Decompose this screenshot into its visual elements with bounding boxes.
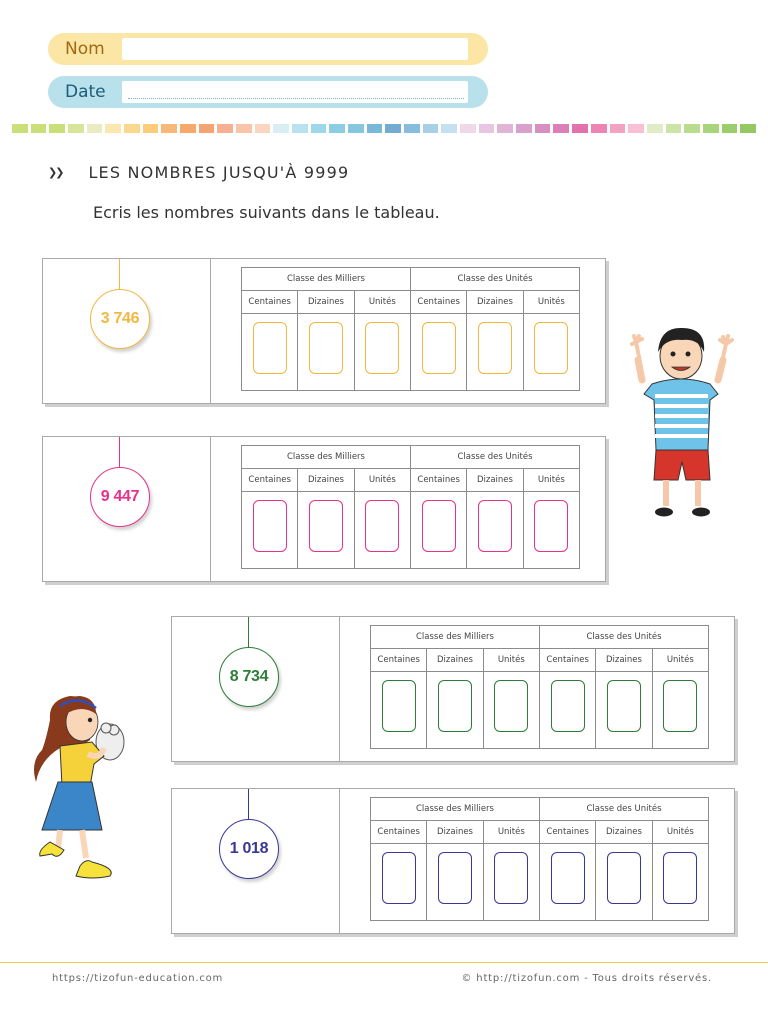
column-header: Unités (666, 827, 694, 837)
place-value-table (241, 267, 580, 391)
column-header: Centaines (540, 649, 596, 671)
answer-cell (484, 672, 540, 748)
answer-cell (298, 314, 354, 390)
strip-segment (404, 124, 420, 133)
class-thousands-header: Classe des Milliers (371, 798, 540, 820)
number-value: 3 746 (100, 310, 140, 327)
answer-cell (596, 672, 652, 748)
column-header: Centaines (371, 821, 427, 843)
table-class-row (371, 626, 708, 649)
number-badge (90, 467, 150, 527)
column-header: Unités (484, 649, 540, 671)
strip-segment (385, 124, 401, 133)
answer-cell (298, 492, 354, 568)
answer-cell (596, 844, 652, 920)
table-answer-row (371, 844, 708, 920)
strip-segment (684, 124, 700, 133)
answer-cell (524, 492, 579, 568)
digit-answer-box[interactable] (422, 322, 456, 374)
class-units-header: Classe des Unités (586, 804, 662, 814)
section-heading (48, 163, 349, 182)
number-value: 8 734 (229, 668, 269, 685)
hanging-string (248, 617, 249, 647)
strip-segment (217, 124, 233, 133)
exercise-card-4 (171, 788, 735, 934)
footer-line (0, 962, 768, 963)
digit-answer-box[interactable] (494, 680, 528, 732)
strip-segment (572, 124, 588, 133)
table-column-row (371, 649, 708, 672)
exercise-card-2 (42, 436, 606, 582)
number-value: 9 447 (100, 488, 140, 505)
answer-cell (540, 672, 596, 748)
table-answer-row (371, 672, 708, 748)
strip-segment (329, 124, 345, 133)
strip-segment (423, 124, 439, 133)
number-badge (219, 819, 279, 879)
instruction-text: Ecris les nombres suivants dans le tableau. (93, 203, 440, 222)
strip-segment (722, 124, 738, 133)
column-header: Dizaines (467, 291, 523, 313)
column-header: Dizaines (298, 469, 354, 491)
answer-cell (371, 672, 427, 748)
girl-illustration (30, 690, 140, 890)
column-header: Dizaines (298, 291, 354, 313)
answer-cell (427, 672, 483, 748)
column-header: Centaines (371, 649, 427, 671)
column-header: Unités (666, 655, 694, 665)
answer-cell (484, 844, 540, 920)
strip-segment (124, 124, 140, 133)
column-header: Unités (355, 291, 411, 313)
digit-answer-box[interactable] (422, 500, 456, 552)
column-header: Centaines (411, 469, 467, 491)
answer-cell (653, 672, 708, 748)
hanging-string (119, 259, 120, 289)
color-strip (12, 124, 756, 133)
class-units-header: Classe des Unités (457, 274, 533, 284)
strip-segment (143, 124, 159, 133)
column-header: Dizaines (427, 649, 483, 671)
digit-answer-box[interactable] (438, 852, 472, 904)
table-class-row (242, 446, 579, 469)
class-thousands-header: Classe des Milliers (242, 268, 411, 290)
number-badge (219, 647, 279, 707)
digit-answer-box[interactable] (607, 680, 641, 732)
class-units-header: Classe des Unités (457, 452, 533, 462)
strip-segment (516, 124, 532, 133)
strip-segment (591, 124, 607, 133)
strip-segment (311, 124, 327, 133)
column-header: Unités (355, 469, 411, 491)
digit-answer-box[interactable] (382, 852, 416, 904)
answer-cell (242, 314, 298, 390)
answer-cell (467, 314, 523, 390)
digit-answer-box[interactable] (382, 680, 416, 732)
strip-segment (535, 124, 551, 133)
digit-answer-box[interactable] (607, 852, 641, 904)
strip-segment (367, 124, 383, 133)
table-class-row (242, 268, 579, 291)
strip-segment (497, 124, 513, 133)
hanging-string (119, 437, 120, 467)
column-header: Dizaines (427, 821, 483, 843)
digit-answer-box[interactable] (663, 852, 697, 904)
strip-segment (292, 124, 308, 133)
table-class-row (371, 798, 708, 821)
answer-cell (411, 492, 467, 568)
column-header: Dizaines (596, 821, 652, 843)
table-column-row (242, 469, 579, 492)
date-dotted-line (128, 98, 464, 99)
double-chevron-icon: ❯❯ (48, 166, 63, 179)
answer-cell (540, 844, 596, 920)
answer-cell (242, 492, 298, 568)
class-thousands-header: Classe des Milliers (371, 626, 540, 648)
answer-cell (427, 844, 483, 920)
strip-segment (105, 124, 121, 133)
place-value-table (370, 625, 709, 749)
strip-segment (87, 124, 103, 133)
strip-segment (610, 124, 626, 133)
class-thousands-header: Classe des Milliers (242, 446, 411, 468)
strip-segment (236, 124, 252, 133)
strip-segment (255, 124, 271, 133)
strip-segment (460, 124, 476, 133)
section-title: LES NOMBRES JUSQU'À 9999 (88, 163, 350, 182)
strip-segment (31, 124, 47, 133)
strip-segment (441, 124, 457, 133)
class-units-header: Classe des Unités (586, 632, 662, 642)
strip-segment (12, 124, 28, 133)
date-input[interactable] (122, 81, 468, 103)
answer-cell (355, 314, 411, 390)
strip-segment (161, 124, 177, 133)
digit-answer-box[interactable] (253, 322, 287, 374)
exercise-card-3 (171, 616, 735, 762)
strip-segment (68, 124, 84, 133)
name-field[interactable] (48, 33, 488, 65)
table-answer-row (242, 314, 579, 390)
number-value: 1 018 (229, 840, 269, 857)
digit-answer-box[interactable] (365, 500, 399, 552)
column-header: Dizaines (596, 649, 652, 671)
digit-answer-box[interactable] (663, 680, 697, 732)
strip-segment (49, 124, 65, 133)
place-value-table (370, 797, 709, 921)
digit-answer-box[interactable] (534, 500, 568, 552)
strip-segment (740, 124, 756, 133)
column-header: Dizaines (467, 469, 523, 491)
table-answer-row (242, 492, 579, 568)
strip-segment (199, 124, 215, 133)
column-header: Centaines (540, 821, 596, 843)
column-header: Unités (484, 821, 540, 843)
place-value-table (241, 445, 580, 569)
strip-segment (703, 124, 719, 133)
strip-segment (553, 124, 569, 133)
digit-answer-box[interactable] (478, 322, 512, 374)
answer-cell (411, 314, 467, 390)
column-header: Centaines (411, 291, 467, 313)
answer-cell (371, 844, 427, 920)
boy-illustration (622, 322, 740, 522)
card-divider (339, 789, 340, 933)
date-label: Date (65, 82, 106, 102)
strip-segment (647, 124, 663, 133)
card-divider (339, 617, 340, 761)
digit-answer-box[interactable] (494, 852, 528, 904)
answer-cell (653, 844, 708, 920)
card-divider (210, 259, 211, 403)
strip-segment (666, 124, 682, 133)
table-column-row (242, 291, 579, 314)
digit-answer-box[interactable] (365, 322, 399, 374)
digit-answer-box[interactable] (551, 680, 585, 732)
answer-cell (524, 314, 579, 390)
column-header: Centaines (242, 291, 298, 313)
date-field[interactable] (48, 76, 488, 108)
exercise-card-1 (42, 258, 606, 404)
digit-answer-box[interactable] (253, 500, 287, 552)
table-column-row (371, 821, 708, 844)
digit-answer-box[interactable] (309, 500, 343, 552)
name-input[interactable] (122, 38, 468, 60)
answer-cell (467, 492, 523, 568)
digit-answer-box[interactable] (551, 852, 585, 904)
digit-answer-box[interactable] (478, 500, 512, 552)
column-header: Unités (537, 475, 565, 485)
card-divider (210, 437, 211, 581)
strip-segment (273, 124, 289, 133)
answer-cell (355, 492, 411, 568)
number-badge (90, 289, 150, 349)
footer-website-link[interactable]: https://tizofun-education.com (52, 973, 224, 984)
footer-copyright: © http://tizofun.com - Tous droits réservés. (461, 973, 712, 984)
column-header: Unités (537, 297, 565, 307)
digit-answer-box[interactable] (534, 322, 568, 374)
digit-answer-box[interactable] (438, 680, 472, 732)
name-label: Nom (65, 39, 105, 59)
hanging-string (248, 789, 249, 819)
strip-segment (348, 124, 364, 133)
strip-segment (479, 124, 495, 133)
digit-answer-box[interactable] (309, 322, 343, 374)
column-header: Centaines (242, 469, 298, 491)
strip-segment (628, 124, 644, 133)
strip-segment (180, 124, 196, 133)
